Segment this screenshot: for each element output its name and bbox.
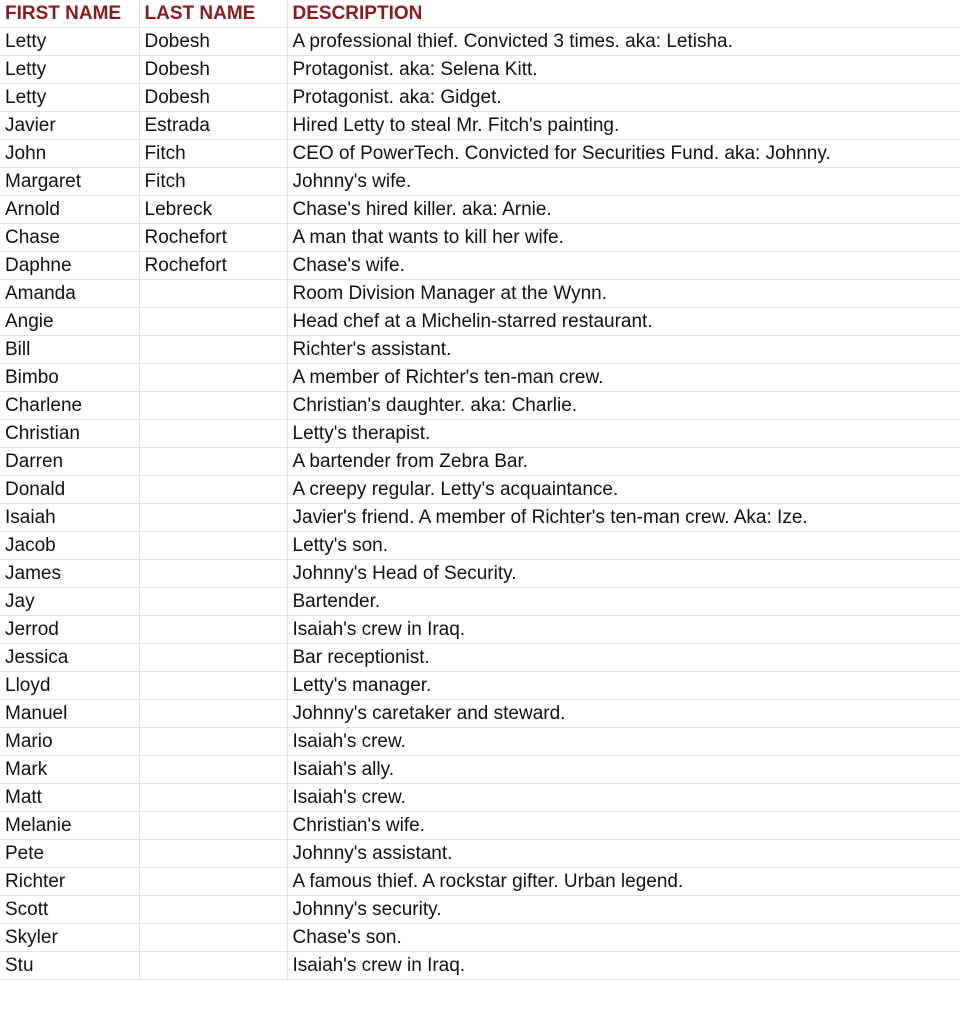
header-first-name[interactable]: FIRST NAME [0, 0, 139, 28]
cell-last-name[interactable] [139, 840, 287, 868]
cell-last-name[interactable]: Dobesh [139, 28, 287, 56]
table-row [0, 560, 960, 588]
cell-first-name[interactable]: Letty [0, 84, 139, 112]
cell-last-name[interactable]: Estrada [139, 112, 287, 140]
cell-description[interactable]: Bartender. [287, 588, 960, 616]
cell-last-name[interactable] [139, 392, 287, 420]
cell-first-name[interactable]: Amanda [0, 280, 139, 308]
cell-last-name[interactable] [139, 756, 287, 784]
cell-first-name[interactable]: Margaret [0, 168, 139, 196]
cell-last-name[interactable] [139, 896, 287, 924]
cell-description[interactable]: Johnny's security. [287, 896, 960, 924]
table-row [0, 616, 960, 644]
cell-last-name[interactable] [139, 644, 287, 672]
table-row [0, 476, 960, 504]
cell-last-name[interactable]: Rochefort [139, 224, 287, 252]
cell-first-name[interactable]: John [0, 140, 139, 168]
cell-last-name[interactable] [139, 728, 287, 756]
cell-last-name[interactable] [139, 952, 287, 980]
cell-description[interactable]: Letty's therapist. [287, 420, 960, 448]
cell-first-name[interactable]: Skyler [0, 924, 139, 952]
table-body [0, 28, 960, 980]
table-row [0, 756, 960, 784]
table-row [0, 644, 960, 672]
cell-description[interactable]: Richter's assistant. [287, 336, 960, 364]
table-row [0, 112, 960, 140]
cell-description[interactable]: Letty's son. [287, 532, 960, 560]
cell-last-name[interactable] [139, 364, 287, 392]
cell-first-name[interactable]: Donald [0, 476, 139, 504]
table-row [0, 868, 960, 896]
cell-first-name[interactable]: Stu [0, 952, 139, 980]
table-row [0, 700, 960, 728]
cell-last-name[interactable] [139, 560, 287, 588]
cell-description[interactable]: Christian's daughter. aka: Charlie. [287, 392, 960, 420]
cell-last-name[interactable]: Fitch [139, 140, 287, 168]
cell-description[interactable]: A creepy regular. Letty's acquaintance. [287, 476, 960, 504]
cell-first-name[interactable]: Scott [0, 896, 139, 924]
cell-last-name[interactable] [139, 504, 287, 532]
table-row [0, 84, 960, 112]
header-last-name[interactable]: LAST NAME [139, 0, 287, 28]
table-row [0, 224, 960, 252]
cell-description[interactable]: Johnny's Head of Security. [287, 560, 960, 588]
table-row [0, 532, 960, 560]
cell-first-name[interactable]: Darren [0, 448, 139, 476]
cell-description[interactable]: Johnny's caretaker and steward. [287, 700, 960, 728]
cell-last-name[interactable] [139, 616, 287, 644]
cell-description[interactable]: A member of Richter's ten-man crew. [287, 364, 960, 392]
cell-first-name[interactable]: Richter [0, 868, 139, 896]
cell-description[interactable]: Isaiah's crew in Iraq. [287, 616, 960, 644]
cell-last-name[interactable] [139, 868, 287, 896]
cell-first-name[interactable]: James [0, 560, 139, 588]
table-row [0, 784, 960, 812]
cell-first-name[interactable]: Mark [0, 756, 139, 784]
cell-description[interactable]: Johnny's assistant. [287, 840, 960, 868]
table-row [0, 924, 960, 952]
cell-last-name[interactable] [139, 336, 287, 364]
cell-description[interactable]: A famous thief. A rockstar gifter. Urban legend. [287, 868, 960, 896]
table-row [0, 588, 960, 616]
cell-description[interactable]: Head chef at a Michelin-starred restaurant. [287, 308, 960, 336]
cell-first-name[interactable]: Daphne [0, 252, 139, 280]
cell-last-name[interactable] [139, 924, 287, 952]
table-row [0, 168, 960, 196]
cell-last-name[interactable] [139, 532, 287, 560]
cell-first-name[interactable]: Melanie [0, 812, 139, 840]
table-row [0, 504, 960, 532]
cell-first-name[interactable]: Jerrod [0, 616, 139, 644]
cell-last-name[interactable] [139, 700, 287, 728]
cell-first-name[interactable]: Angie [0, 308, 139, 336]
cell-last-name[interactable] [139, 280, 287, 308]
cell-last-name[interactable] [139, 784, 287, 812]
cell-last-name[interactable] [139, 308, 287, 336]
table-row [0, 672, 960, 700]
cell-description[interactable]: CEO of PowerTech. Convicted for Securities Fund. aka: Johnny. [287, 140, 960, 168]
table-row [0, 56, 960, 84]
cell-first-name[interactable]: Jay [0, 588, 139, 616]
cell-description[interactable]: Chase's hired killer. aka: Arnie. [287, 196, 960, 224]
cell-first-name[interactable]: Bimbo [0, 364, 139, 392]
cell-first-name[interactable]: Charlene [0, 392, 139, 420]
cell-description[interactable]: Johnny's wife. [287, 168, 960, 196]
cell-description[interactable]: Chase's son. [287, 924, 960, 952]
table-row [0, 336, 960, 364]
cell-first-name[interactable]: Matt [0, 784, 139, 812]
cell-first-name[interactable]: Javier [0, 112, 139, 140]
cell-description[interactable]: Isaiah's crew. [287, 784, 960, 812]
table-row [0, 252, 960, 280]
cell-last-name[interactable] [139, 812, 287, 840]
table-row [0, 392, 960, 420]
table-row [0, 28, 960, 56]
cell-description[interactable]: Letty's manager. [287, 672, 960, 700]
table-row [0, 308, 960, 336]
cell-last-name[interactable]: Dobesh [139, 84, 287, 112]
cell-first-name[interactable]: Lloyd [0, 672, 139, 700]
cell-first-name[interactable]: Isaiah [0, 504, 139, 532]
cell-description[interactable]: Room Division Manager at the Wynn. [287, 280, 960, 308]
cell-first-name[interactable]: Bill [0, 336, 139, 364]
cell-first-name[interactable]: Pete [0, 840, 139, 868]
cell-description[interactable]: Javier's friend. A member of Richter's ten-man crew. Aka: Ize. [287, 504, 960, 532]
table-row [0, 420, 960, 448]
table-row [0, 196, 960, 224]
table-row [0, 280, 960, 308]
cell-first-name[interactable]: Letty [0, 56, 139, 84]
cell-first-name[interactable]: Manuel [0, 700, 139, 728]
cell-first-name[interactable]: Arnold [0, 196, 139, 224]
cell-last-name[interactable] [139, 420, 287, 448]
table-row [0, 448, 960, 476]
cell-description[interactable]: Chase's wife. [287, 252, 960, 280]
cell-description[interactable]: Isaiah's crew in Iraq. [287, 952, 960, 980]
cell-last-name[interactable]: Rochefort [139, 252, 287, 280]
table-row [0, 140, 960, 168]
cell-description[interactable]: Christian's wife. [287, 812, 960, 840]
cell-last-name[interactable]: Lebreck [139, 196, 287, 224]
cell-first-name[interactable]: Jacob [0, 532, 139, 560]
cell-first-name[interactable]: Letty [0, 28, 139, 56]
cell-description[interactable]: A professional thief. Convicted 3 times. aka: Letisha. [287, 28, 960, 56]
cell-description[interactable]: A man that wants to kill her wife. [287, 224, 960, 252]
cell-description[interactable]: Hired Letty to steal Mr. Fitch's painting. [287, 112, 960, 140]
cell-first-name[interactable]: Chase [0, 224, 139, 252]
cell-last-name[interactable] [139, 588, 287, 616]
table-row [0, 728, 960, 756]
table-row [0, 840, 960, 868]
cell-last-name[interactable] [139, 476, 287, 504]
table-row [0, 952, 960, 980]
cell-description[interactable]: Protagonist. aka: Selena Kitt. [287, 56, 960, 84]
table-row [0, 364, 960, 392]
header-description[interactable]: DESCRIPTION [287, 0, 960, 28]
cell-last-name[interactable] [139, 672, 287, 700]
table-row [0, 812, 960, 840]
cell-description[interactable]: Protagonist. aka: Gidget. [287, 84, 960, 112]
cell-last-name[interactable]: Dobesh [139, 56, 287, 84]
cell-first-name[interactable]: Jessica [0, 644, 139, 672]
cell-description[interactable]: Isaiah's crew. [287, 728, 960, 756]
cell-description[interactable]: A bartender from Zebra Bar. [287, 448, 960, 476]
cell-last-name[interactable]: Fitch [139, 168, 287, 196]
cell-description[interactable]: Isaiah's ally. [287, 756, 960, 784]
header-row [0, 0, 960, 28]
cell-first-name[interactable]: Mario [0, 728, 139, 756]
cell-description[interactable]: Bar receptionist. [287, 644, 960, 672]
table-row [0, 896, 960, 924]
cell-last-name[interactable] [139, 448, 287, 476]
cell-first-name[interactable]: Christian [0, 420, 139, 448]
